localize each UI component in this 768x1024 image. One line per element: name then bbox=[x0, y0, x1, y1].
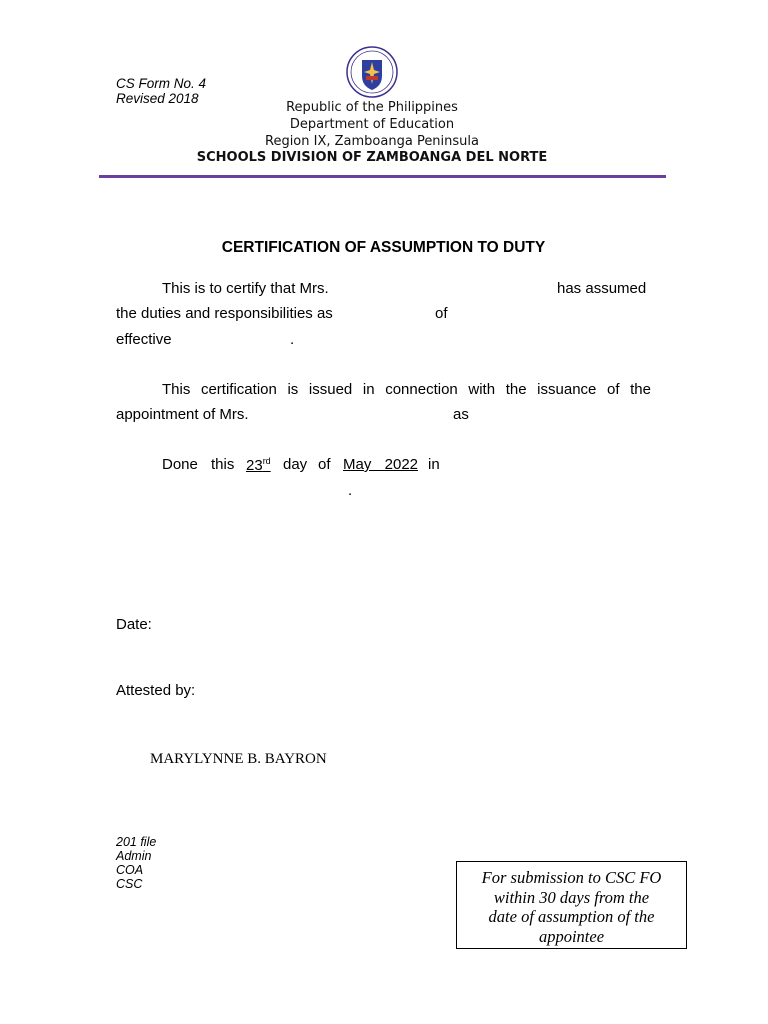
distribution-item: 201 file bbox=[116, 835, 157, 849]
agency-line-3: Region IX, Zamboanga Peninsula bbox=[265, 134, 479, 149]
note-line-3: date of assumption of the bbox=[488, 907, 655, 926]
document-title: CERTIFICATION OF ASSUMPTION TO DUTY bbox=[221, 239, 546, 256]
date-label: Date: bbox=[116, 616, 152, 633]
p3-of: of bbox=[318, 456, 331, 473]
p1-line1-start: This is to certify that Mrs. bbox=[162, 280, 329, 297]
agency-line-1: Republic of the Philippines bbox=[286, 100, 458, 115]
p3-day-suffix: rd bbox=[262, 456, 271, 466]
note-line-4: appointee bbox=[538, 926, 605, 946]
p1-line3-start: effective bbox=[116, 331, 172, 348]
p2-line2-as: as bbox=[453, 406, 469, 423]
p1-line1-end: has assumed bbox=[557, 280, 647, 297]
p3-done: Done bbox=[162, 456, 198, 473]
p1-line2-start: the duties and responsibilities as bbox=[116, 305, 333, 322]
p2-line1: This certification is issued in connection with the issuance of the bbox=[162, 381, 651, 398]
distribution-list bbox=[116, 835, 156, 891]
distribution-item: Admin bbox=[116, 849, 152, 863]
distribution-item: COA bbox=[116, 863, 144, 877]
p3-month-year: May 2022 bbox=[343, 456, 418, 473]
note-line-2: within 30 days from the bbox=[493, 887, 650, 907]
p3-day-word: day bbox=[283, 456, 308, 473]
p3-in: in bbox=[428, 456, 440, 473]
agency-line-2: Department of Education bbox=[289, 117, 455, 132]
deped-seal-icon bbox=[346, 46, 398, 98]
p1-line2-of: of bbox=[435, 305, 448, 322]
form-number: CS Form No. 4 bbox=[116, 76, 207, 91]
p3-this: this bbox=[211, 456, 235, 473]
form-revision: Revised 2018 bbox=[116, 91, 199, 106]
submission-note-box bbox=[456, 861, 687, 949]
p1-line3-period: . bbox=[290, 331, 295, 348]
note-line-1: For submission to CSC FO bbox=[481, 868, 662, 887]
p3-day-number: 23rd bbox=[246, 456, 271, 474]
signatory-name: MARYLYNNE B. BAYRON bbox=[150, 751, 327, 767]
attested-label: Attested by: bbox=[116, 682, 196, 699]
p2-line2-start: appointment of Mrs. bbox=[116, 406, 249, 423]
agency-line-4: SCHOOLS DIVISION OF ZAMBOANGA DEL NORTE bbox=[196, 150, 548, 165]
header-divider bbox=[99, 175, 666, 178]
p3-period: . bbox=[348, 482, 353, 499]
distribution-item: CSC bbox=[116, 877, 143, 891]
